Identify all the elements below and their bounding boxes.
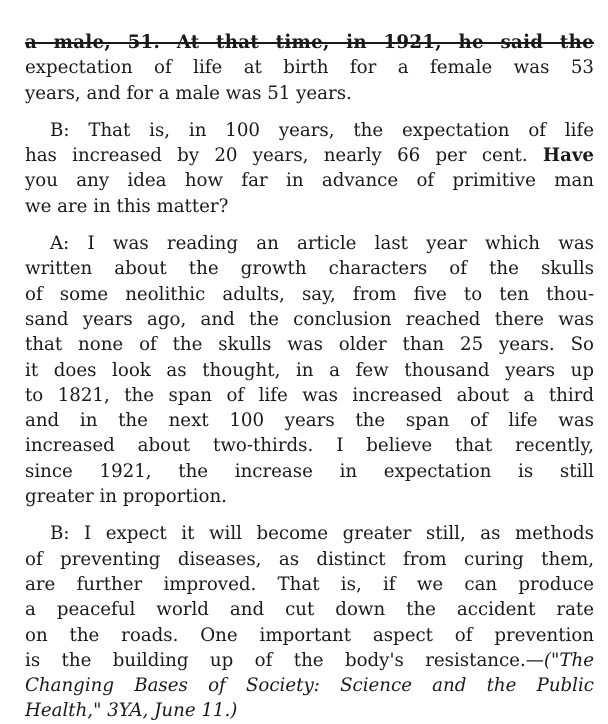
text-segment: is the building up of the body's resistance.— (25, 649, 544, 671)
text-line: we are in this matter? (25, 195, 229, 217)
citation-line: Health," 3YA, June 11.) (25, 700, 238, 722)
text-line: of some neolithic adults, say, from five to ten thou- (25, 283, 594, 305)
text-line: and in the next 100 years the span of life was (25, 410, 594, 432)
text-line: on the roads. One important aspect of prevention (25, 624, 594, 646)
text-line: years, and for a male was 51 years. (25, 82, 352, 104)
text-line: greater in proportion. (25, 486, 227, 508)
text-line: expectation of life at birth for a female was 53 (25, 57, 594, 79)
text-line (25, 143, 594, 168)
paragraph-3 (25, 231, 594, 509)
paragraph-4 (25, 521, 594, 723)
text-line: sand years ago, and the conclusion reached there was (25, 308, 594, 330)
text-segment-bold: Have (542, 145, 594, 167)
text-line: that none of the skulls was older than 25 years. So (25, 334, 594, 356)
text-line: a peaceful world and cut down the accident rate (25, 599, 594, 621)
paragraph-2 (25, 118, 594, 219)
citation-line: Changing Bases of Society: Science and the Public (25, 675, 594, 697)
text-line: A: I was reading an article last year which was (50, 233, 594, 255)
cut-off-top-line: a male, 51. At that time, in 1921, he said the (25, 32, 594, 53)
text-line: of preventing diseases, as distinct from curing them, (25, 548, 594, 570)
text-line (25, 648, 594, 673)
text-line: B: I expect it will become greater still, as methods (50, 523, 594, 545)
text-line: increased about two-thirds. I believe that recently, (25, 435, 594, 457)
text-line: B: That is, in 100 years, the expectation of life (50, 119, 594, 141)
text-line: written about the growth characters of the skulls (25, 258, 594, 280)
paragraph-1 (25, 55, 594, 106)
citation-start: ("The (543, 649, 594, 671)
text-segment: has increased by 20 years, nearly 66 per cent. (25, 145, 528, 167)
text-line: since 1921, the increase in expectation is still (25, 460, 594, 482)
text-line: are further improved. That is, if we can produce (25, 573, 594, 595)
text-line: to 1821, the span of life was increased about a third (25, 384, 594, 406)
text-line: it does look as thought, in a few thousand years up (25, 359, 594, 381)
text-line: you any idea how far in advance of primitive man (25, 170, 594, 192)
